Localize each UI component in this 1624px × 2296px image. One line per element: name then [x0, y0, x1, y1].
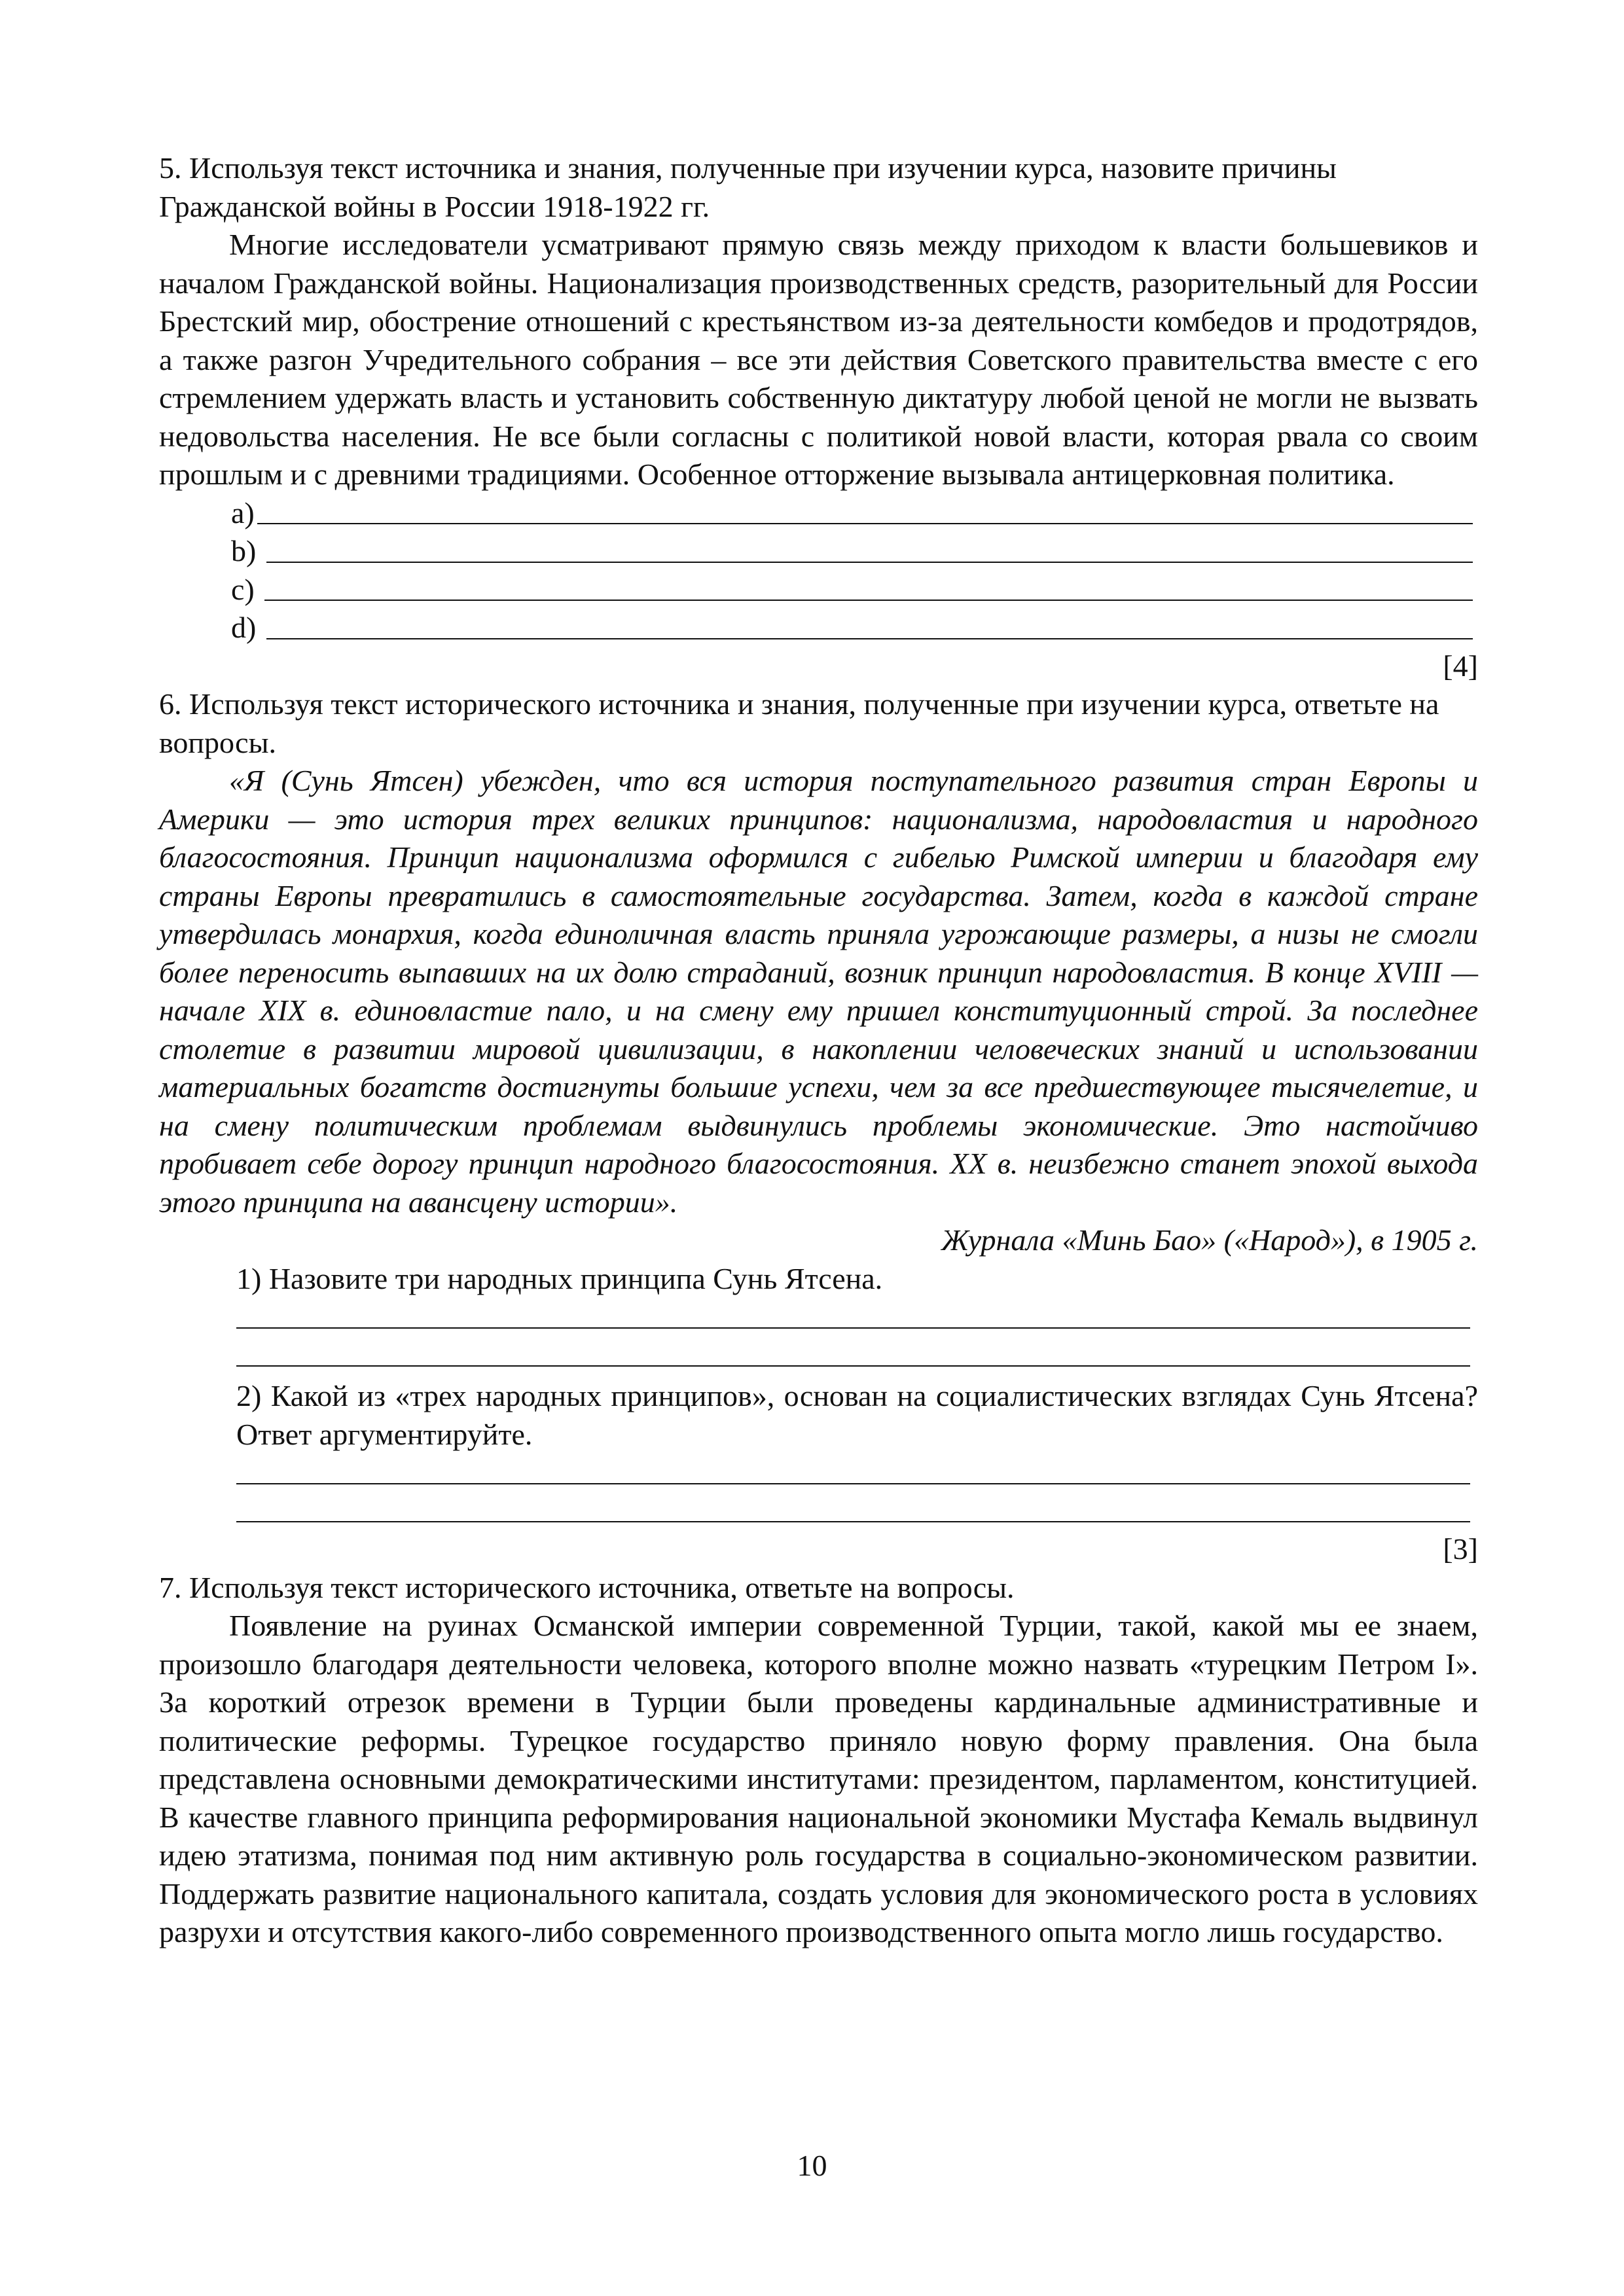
q6-subquestion-2: 2) Какой из «трех народных принципов», основан на социалистических взглядах Сунь Ятсена? Ответ аргументируйте.: [236, 1379, 1478, 1451]
answer-line: [266, 562, 1473, 563]
q6-quote: «Я (Сунь Ятсен) убежден, что вся история поступательного развития стран Европы и Америки — это история трех великих принципов: национализма, народовластия и народного благосостояния. Принцип национализма оформился с гибелью Римской империи и благодаря ему страны Европы превратились в самостоятельные государства. Затем, когда в каждой стране утвердилась монархия, когда единоличная власть приняла угрожающие размеры, а низы не смогли более переносить выпавших на их долю страданий, возник принцип народовластия. В конце XVIII — начале XIX в. единовластие пало, и на смену ему пришел конституционный строй. За последнее столетие в развитии мировой цивилизации, в накоплении человеческих знаний и использовании материальных богатств достигнуты большие успехи, чем за все предшествующее тысячелетие, и на смену политическим проблемам выдвинулись проблемы экономические. Это настойчиво пробивает себе дорогу принцип народного благосостояния. XX в. неизбежно станет эпохой выхода этого принципа на авансцену истории».: [159, 764, 1478, 1219]
q6-answer-line-1[interactable]: [236, 1298, 1470, 1336]
q5-source-text: Многие исследователи усматривают прямую связь между приходом к власти большевиков и началом Гражданской войны. Национализация производственных средств, разорительный для России Брестский мир, обострение отношений с крестьянством из-за деятельности комбедов и продотрядов, а также разгон Учредительного собрания – все эти действия Советского правительства вместе с его стремлением удержать власть и установить собственную диктатуру любой ценой не могли не вызвать недовольства населения. Не все были согласны с политикой новой власти, которая рвала со своим прошлым и с древними традициями. Особенное отторжение вызывала антицерковная политика.: [159, 228, 1478, 491]
q6-answer-line-2[interactable]: [236, 1336, 1470, 1375]
answer-line: [266, 638, 1473, 639]
answer-line: [236, 1327, 1470, 1329]
q7-title: 7. Используя текст исторического источника, ответьте на вопросы.: [159, 1570, 1015, 1604]
answer-label: d): [231, 611, 264, 644]
q6-marks: [3]: [1443, 1532, 1478, 1566]
q6-answer-line-4[interactable]: [236, 1492, 1470, 1531]
answer-line: [264, 600, 1473, 601]
q5-marks: [4]: [1443, 649, 1478, 683]
answer-line: [236, 1365, 1470, 1367]
q5-title: 5. Используя текст источника и знания, полученные при изучении курса, назовите причины Гражданской войны в России 1918-1922 гг.: [159, 151, 1337, 223]
q5-answer-d[interactable]: [231, 609, 1478, 647]
q5-answer-c[interactable]: [231, 571, 1478, 609]
q7-source-text: Появление на руинах Османской империи современной Турции, такой, какой мы ее знаем, произошло благодаря деятельности человека, которого вполне можно назвать «турецким Петром I». За короткий отрезок времени в Турции были проведены кардинальные административные и политические реформы. Турецкое государство приняло новую форму правления. Она была представлена основными демократическими институтами: президентом, парламентом, конституцией. В качестве главного принципа реформирования национальной экономики Мустафа Кемаль выдвинул идею этатизма, понимая под ним активную роль государства в социально-экономическом развитии. Поддержать развитие национального капитала, создать условия для экономического роста в условиях разрухи и отсутствия какого-либо современного производственного опыта могло лишь государство.: [159, 1609, 1478, 1948]
answer-label: a): [231, 495, 255, 529]
q6-source: Журнала «Минь Бао» («Народ»), в 1905 г.: [941, 1223, 1478, 1257]
q5-answer-b[interactable]: [231, 532, 1478, 571]
q5-answer-a[interactable]: [231, 494, 1478, 533]
answer-label: c): [231, 572, 262, 606]
q6-title: 6. Используя текст исторического источника и знания, полученные при изучении курса, ответьте на вопросы.: [159, 687, 1439, 759]
answer-line: [236, 1483, 1470, 1484]
page-number: 10: [797, 2149, 827, 2182]
answer-line: [257, 523, 1473, 524]
q6-answer-line-3[interactable]: [236, 1454, 1470, 1492]
answer-line: [236, 1521, 1470, 1522]
q6-subquestion-1: 1) Назовите три народных принципа Сунь Ятсена.: [236, 1261, 883, 1295]
answer-label: b): [231, 534, 264, 567]
page-content: [159, 149, 1478, 1952]
